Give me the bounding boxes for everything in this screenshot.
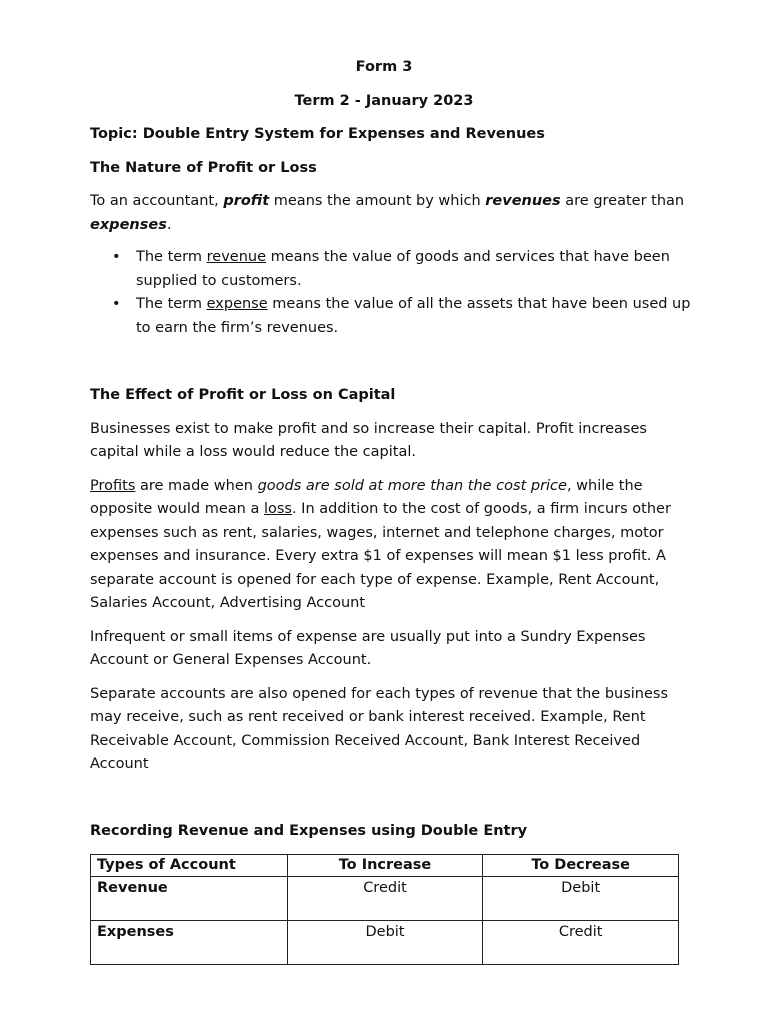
section-heading-effect: The Effect of Profit or Loss on Capital <box>90 387 396 403</box>
form-title: Form 3 <box>355 59 413 75</box>
para2-line: Salaries Account, Advertising Account <box>90 595 366 611</box>
table-row <box>91 921 679 965</box>
table-cell: Debit <box>287 921 483 965</box>
bullet-icon: • <box>112 296 121 312</box>
table-cell: Debit <box>483 877 679 921</box>
intro-text: are greater than <box>560 193 685 209</box>
para2-line: separate account is opened for each type of expense. Example, Rent Account, <box>90 572 660 588</box>
para4-line: Receivable Account, Commission Received Account, Bank Interest Received <box>90 733 641 749</box>
para2-italic: goods are sold at more than the cost price <box>257 478 567 494</box>
para2-text: opposite would mean a <box>90 501 264 517</box>
expenses-term: expenses <box>90 217 167 233</box>
revenues-term: revenues <box>485 193 561 209</box>
bullet-text: means the value of all the assets that have been used up <box>267 296 691 312</box>
bullet-text: to earn the firm’s revenues. <box>136 319 339 336</box>
column-header: Types of Account <box>91 855 288 877</box>
para4-line: Account <box>90 756 149 772</box>
para1-line: capital while a loss would reduce the capital. <box>90 444 416 460</box>
table-cell: Expenses <box>91 921 288 965</box>
para4-line: Separate accounts are also opened for each types of revenue that the business <box>90 686 669 702</box>
table-cell: Credit <box>287 877 483 921</box>
para2-line <box>90 475 643 499</box>
intro-line-1 <box>90 190 684 214</box>
table-header-row <box>91 855 679 877</box>
list-item <box>90 293 690 340</box>
bullet-icon: • <box>112 249 121 265</box>
section-heading-recording: Recording Revenue and Expenses using Double Entry <box>90 823 528 839</box>
loss-term: loss <box>263 501 292 517</box>
table-cell: Credit <box>483 921 679 965</box>
bullet-text: The term <box>136 296 207 312</box>
list-item <box>90 246 690 293</box>
profits-term: Profits <box>90 478 136 494</box>
term-title: Term 2 - January 2023 <box>294 93 474 109</box>
para4-line: may receive, such as rent received or bank interest received. Example, Rent <box>90 709 646 725</box>
topic-heading: Topic: Double Entry System for Expenses and Revenues <box>90 126 545 142</box>
intro-text: To an accountant, <box>90 193 224 209</box>
double-entry-table <box>90 854 679 965</box>
table-cell: Revenue <box>91 877 288 921</box>
para2-line: expenses and insurance. Every extra $1 of expenses will mean $1 less profit. A <box>90 548 666 564</box>
intro-line-2 <box>90 214 171 238</box>
para1-line: Businesses exist to make profit and so increase their capital. Profit increases <box>90 421 647 437</box>
intro-text: . <box>166 217 172 233</box>
para3-line: Account or General Expenses Account. <box>90 652 372 668</box>
column-header: To Increase <box>287 855 483 877</box>
para2-text: are made when <box>135 478 258 494</box>
intro-text: means the amount by which <box>269 193 486 209</box>
section-heading-nature: The Nature of Profit or Loss <box>90 160 317 176</box>
profit-term: profit <box>223 193 270 209</box>
para2-text: . In addition to the cost of goods, a firm incurs other <box>291 501 671 517</box>
definition-list <box>90 246 690 340</box>
revenue-term: revenue <box>206 249 266 265</box>
bullet-text: means the value of goods and services that have been <box>266 249 670 265</box>
expense-term: expense <box>206 296 268 312</box>
bullet-text: supplied to customers. <box>136 272 302 289</box>
para3-line: Infrequent or small items of expense are usually put into a Sundry Expenses <box>90 629 646 645</box>
para2-line: expenses such as rent, salaries, wages, internet and telephone charges, motor <box>90 525 664 541</box>
para2-text: , while the <box>566 478 643 494</box>
bullet-text: The term <box>136 249 207 265</box>
table-row <box>91 877 679 921</box>
column-header: To Decrease <box>483 855 679 877</box>
para2-line <box>90 498 671 522</box>
